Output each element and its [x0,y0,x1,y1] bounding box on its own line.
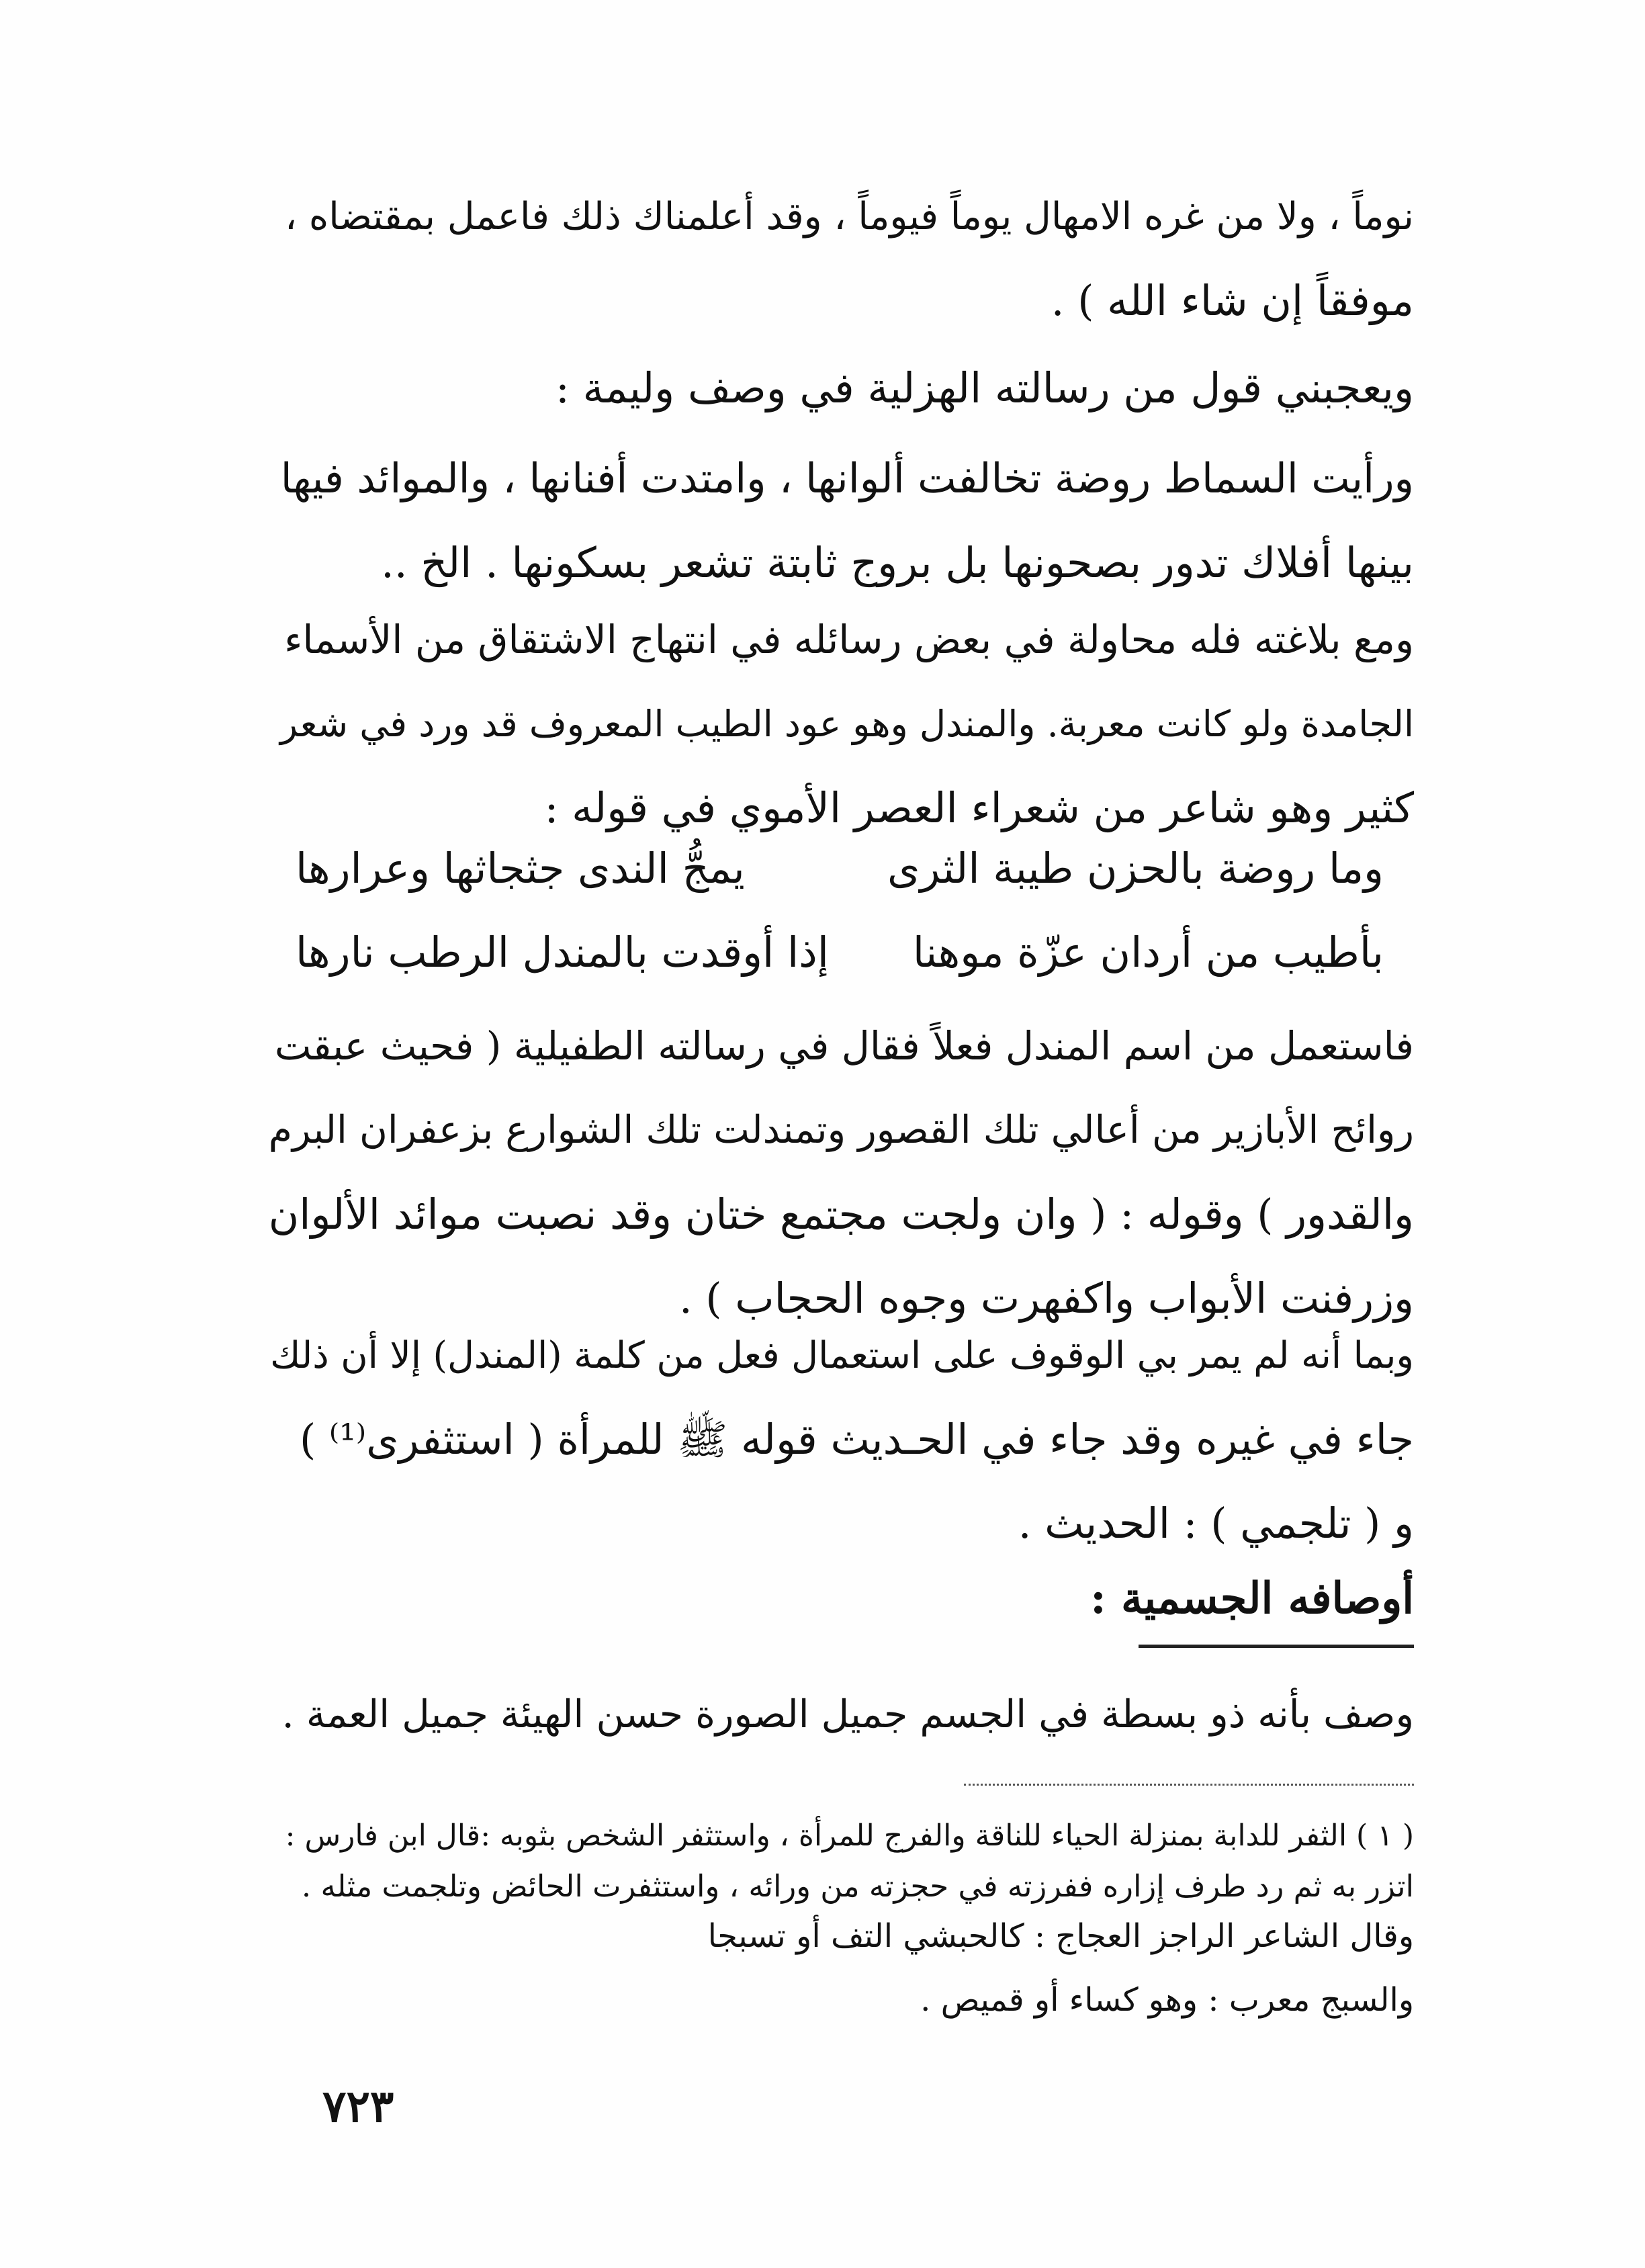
text-line: الجامدة ولو كانت معربة. والمندل وهو عود الطيب المعروف قد ورد في شعر [279,703,1414,745]
text-line: فاستعمل من اسم المندل فعلاً فقال في رسالته الطفيلية ( فحيث عبقت [274,1023,1414,1069]
footnote-line: والسبج معرب : وهو كساء أو قميص . [920,1981,1414,2019]
text-line: والقدور ) وقوله : ( وان ولجت مجتمع ختان وقد نصبت موائد الألوان [268,1190,1414,1239]
footnote-separator [964,1784,1414,1786]
text-line: نوماً ، ولا من غره الامهال يوماً فيوماً ، وقد أعلمناك ذلك فاعمل بمقتضاه ، [284,195,1414,238]
text-line: وزرفنت الأبواب واكفهرت وجوه الحجاب ) . [678,1274,1414,1323]
text-line: وبما أنه لم يمر بي الوقوف على استعمال فعل من كلمة (المندل) إلا أن ذلك [270,1334,1414,1377]
verse-first-hemistich: وما روضة بالحزن طيبة الثرى [887,844,1384,893]
paragraph-3 [265,437,1414,605]
text-line: ورأيت السماط روضة تخالفت ألوانها ، وامتدت أفنانها ، والموائد فيها [280,455,1414,503]
text-line: كثير وهو شاعر من شعراء العصر الأموي في قوله : [544,783,1414,832]
text-line: موفقاً إن شاء الله ) . [1051,276,1414,325]
text-line: وصف بأنه ذو بسطة في الجسم جميل الصورة حسن الهيئة جميل العمة . [281,1692,1414,1737]
text-line: روائح الأبازير من أعالي تلك القصور وتمندلت تلك الشوارع بزعفران البرم [268,1108,1414,1152]
footnote-line: اتزر به ثم رد طرف إزاره ففرزته في حجزته من ورائه ، واستثفرت الحائض وتلجمت مثله . [301,1868,1414,1904]
paragraph-1 [265,175,1414,343]
text-line: ويعجبني قول من رسالته الهزلية في وصف وليمة : [555,363,1414,412]
footnotes [282,1811,1414,2025]
poem-verse [296,826,1384,910]
verse-first-hemistich: بأطيب من أردان عزّة موهنا [912,928,1384,977]
footnote-line: ( ١ ) الثفر للدابة بمنزلة الحياء للناقة والفرج للمرأة ، واستثفر الشخص بثوبه :قال ابن فارس : [285,1819,1414,1853]
paragraph-6 [265,1313,1414,1565]
text-line: و ( تلجمي ) : الحديث . [1018,1499,1414,1548]
paragraph-2 [265,346,1414,430]
section-heading: أوصافه الجسمية : [1090,1573,1414,1624]
verse-second-hemistich: يمجُّ الندى جثجاثها وعرارها [296,844,745,893]
paragraph-4 [265,598,1414,850]
verse-second-hemistich: إذا أوقدت بالمندل الرطب نارها [296,928,830,977]
text-line: ومع بلاغته فله محاولة في بعض رسائله في انتهاج الاشتقاق من الأسماء [284,617,1414,662]
text-line: جاء في غيره وقد جاء في الحـديث قوله ﷺ للمرأة ( استثفرى⁽¹⁾ ) [299,1415,1414,1464]
text-line: بينها أفلاك تدور بصحونها بل بروج ثابتة تشعر بسكونها . الخ .. [381,538,1414,587]
poem [296,826,1384,994]
paragraph-5 [265,1004,1414,1340]
heading-underline [1139,1645,1414,1648]
page-number: ٧٢٣ [322,2080,394,2132]
poem-verse [296,910,1384,994]
footnote-line: وقال الشاعر الراجز العجاج : كالحبشي التف أو تسبجا [707,1917,1414,1955]
description-paragraph [265,1673,1414,1757]
